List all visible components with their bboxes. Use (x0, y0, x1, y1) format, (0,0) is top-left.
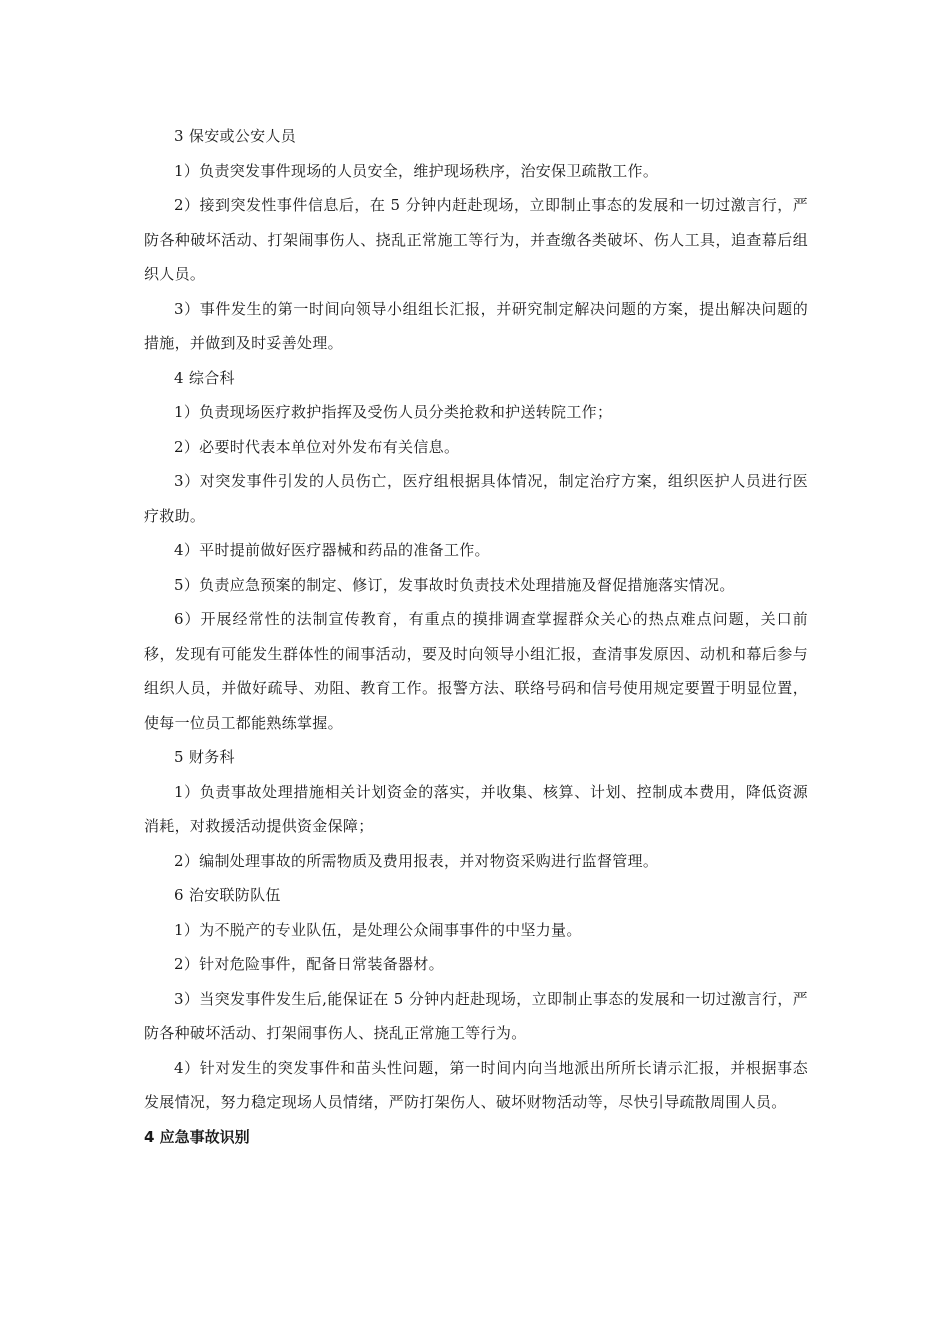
paragraph: 2）编制处理事故的所需物质及费用报表，并对物资采购进行监督管理。 (174, 851, 659, 870)
paragraph: 6）开展经常性的法制宣传教育，有重点的摸排调查掌握群众关心的热点难点问题，关口前移，发现有可能发生群体性的闹事活动，要及时向领导小组汇报，查清事发原因、动机和幕后参与组织人员，并做好疏导、劝阻、教育工作。报警方法、联络号码和信号使用规定要置于明显位置，使每一位员工都能熟练掌握。 (144, 610, 808, 732)
subsection-heading-security-team: 6 治安联防队伍 (174, 886, 281, 904)
section-heading: 4 应急事故识别 (144, 1127, 250, 1146)
paragraph: 4）针对发生的突发事件和苗头性问题，第一时间内向当地派出所所长请示汇报，并根据事态发展情况，努力稳定现场人员情绪，严防打架伤人、破坏财物活动等，尽快引导疏散周围人员。 (144, 1058, 808, 1111)
paragraph: 3）当突发事件发生后,能保证在 5 分钟内赶赴现场，立即制止事态的发展和一切过激言行，严防各种破坏活动、打架闹事伤人、挠乱正常施工等行为。 (144, 989, 808, 1042)
subsection-heading-general-office: 4 综合科 (174, 368, 235, 387)
subsection-heading-finance: 5 财务科 (174, 748, 235, 766)
paragraph: 2）接到突发性事件信息后，在 5 分钟内赶赴现场，立即制止事态的发展和一切过激言行，严防各种破坏活动、打架闹事伤人、挠乱正常施工等行为，并查缴各类破坏、伤人工具，追查幕后组织人员。 (144, 196, 808, 283)
paragraph: 2）针对危险事件，配备日常装备器材。 (174, 955, 444, 973)
subsection-heading-security: 3 保安或公安人员 (174, 127, 297, 145)
paragraph: 3）事件发生的第一时间向领导小组组长汇报，并研究制定解决问题的方案，提出解决问题的措施，并做到及时妥善处理。 (144, 299, 808, 352)
paragraph: 1）为不脱产的专业队伍，是处理公众闹事事件的中坚力量。 (174, 920, 582, 939)
paragraph: 1）负责事故处理措施相关计划资金的落实，并收集、核算、计划、控制成本费用，降低资源消耗，对救援活动提供资金保障； (144, 782, 808, 835)
paragraph: 5）负责应急预案的制定、修订，发事故时负责技术处理措施及督促措施落实情况。 (174, 575, 735, 594)
paragraph: 1）负责现场医疗救护指挥及受伤人员分类抢救和护送转院工作； (174, 403, 613, 421)
document-body (144, 119, 808, 1154)
paragraph: 3）对突发事件引发的人员伤亡，医疗组根据具体情况，制定治疗方案，组织医护人员进行医疗救助。 (144, 472, 808, 525)
paragraph: 4）平时提前做好医疗器械和药品的准备工作。 (174, 541, 490, 559)
paragraph: 1）负责突发事件现场的人员安全，维护现场秩序，治安保卫疏散工作。 (174, 161, 659, 180)
paragraph: 2）必要时代表本单位对外发布有关信息。 (174, 437, 460, 456)
